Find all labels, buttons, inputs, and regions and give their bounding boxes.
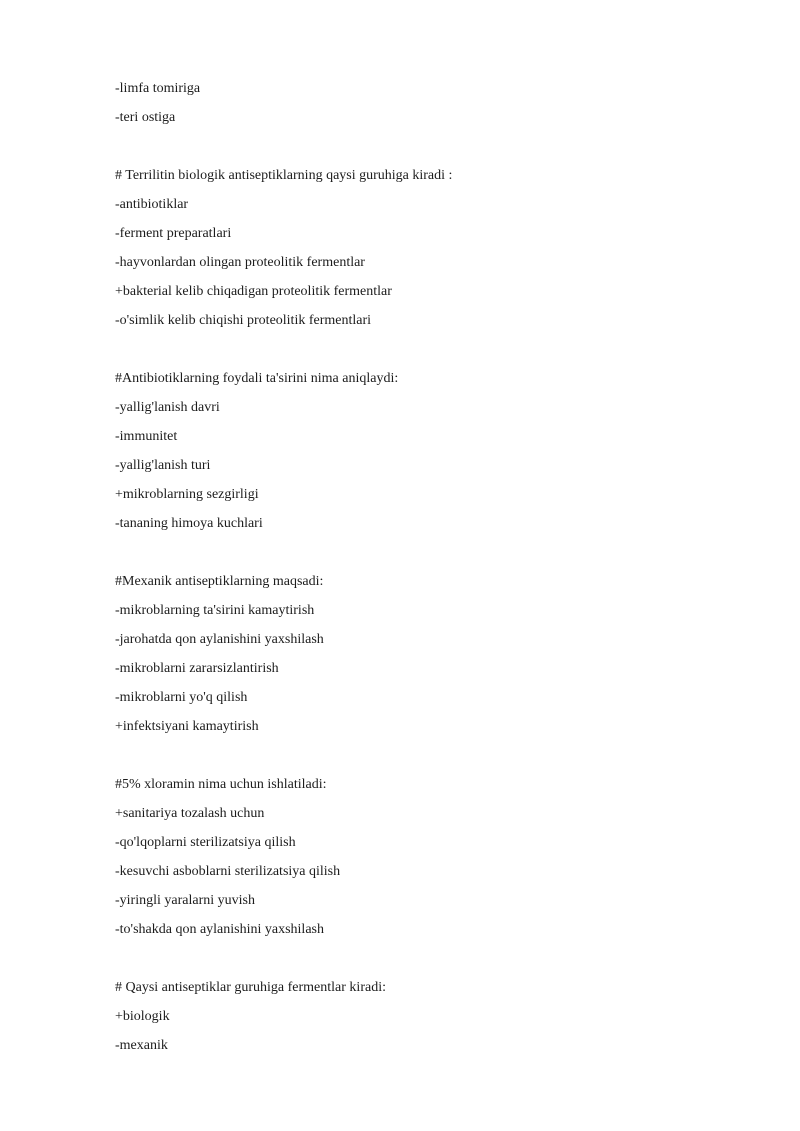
answer-option: -kesuvchi asboblarni sterilizatsiya qilish [115,864,341,879]
question-heading: # Qaysi antiseptiklar guruhiga fermentlar kiradi: [115,980,386,995]
answer-option: -yiringli yaralarni yuvish [115,893,255,908]
question-heading: #Antibiotiklarning foydali ta'sirini nima aniqlaydi: [115,371,399,386]
answer-option: -ferment preparatlari [115,226,232,241]
answer-option: -tananing himoya kuchlari [115,516,263,531]
answer-option: -antibiotiklar [115,197,189,212]
answer-option: -yallig'lanish davri [115,400,220,415]
correct-answer-option: +infektsiyani kamaytirish [115,719,259,734]
text-line: -limfa tomiriga [115,81,201,96]
correct-answer-option: +sanitariya tozalash uchun [115,806,265,821]
answer-option: -o'simlik kelib chiqishi proteolitik fermentlari [115,313,372,328]
blank-line [115,132,735,161]
blank-line [115,944,735,973]
answer-option: -mikroblarni yo'q qilish [115,690,248,705]
blank-line [115,741,735,770]
answer-option: -hayvonlardan olingan proteolitik fermentlar [115,255,365,270]
correct-answer-option: +bakterial kelib chiqadigan proteolitik fermentlar [115,284,392,299]
answer-option: -qo'lqoplarni sterilizatsiya qilish [115,835,296,850]
question-heading: #Mexanik antiseptiklarning maqsadi: [115,574,324,589]
document-text [115,74,735,1060]
answer-option: -yallig'lanish turi [115,458,211,473]
answer-option: -mikroblarni zararsizlantirish [115,661,279,676]
blank-line [115,335,735,364]
correct-answer-option: +biologik [115,1009,170,1024]
answer-option: -mikroblarning ta'sirini kamaytirish [115,603,315,618]
answer-option: -immunitet [115,429,178,444]
text-line: -teri ostiga [115,110,176,125]
answer-option: -mexanik [115,1038,168,1053]
answer-option: -to'shakda qon aylanishini yaxshilash [115,922,324,937]
question-heading: #5% xloramin nima uchun ishlatiladi: [115,777,327,792]
answer-option: -jarohatda qon aylanishini yaxshilash [115,632,324,647]
correct-answer-option: +mikroblarning sezgirligi [115,487,259,502]
blank-line [115,538,735,567]
question-heading: # Terrilitin biologik antiseptiklarning qaysi guruhiga kiradi : [115,168,453,183]
